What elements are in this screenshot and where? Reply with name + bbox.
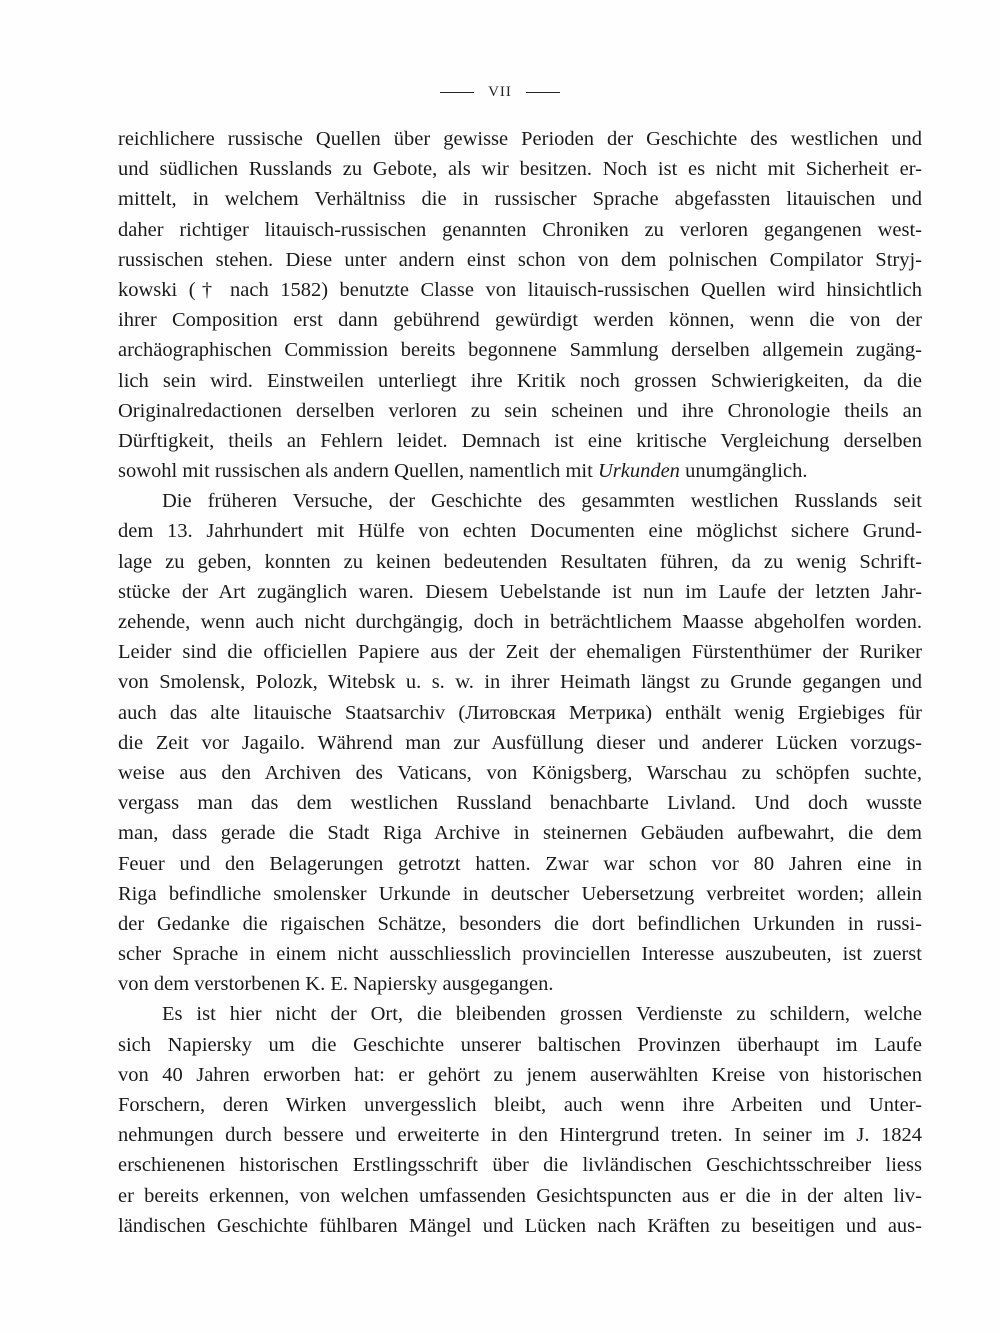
text-line: dem 13. Jahrhundert mit Hülfe von echten Documenten eine möglichst sichere Grund- [118,520,922,543]
page-number: VII [488,84,512,100]
text-line: Forschern, deren Wirken unvergesslich bleibt, auch wenn ihre Arbeiten und Unter- [118,1094,922,1116]
header-dash-right [526,92,560,93]
text-line: er bereits erkennen, von welchen umfassenden Gesichtspuncten aus er die in der alten liv- [118,1184,922,1207]
text-line: lage zu geben, konnten zu keinen bedeutenden Resultaten führen, da zu wenig Schrift- [118,550,922,573]
text-line: stücke der Art zugänglich waren. Diesem Uebelstande ist nun im Laufe der letzten Jahr- [118,580,922,603]
paragraph-2 [118,486,922,999]
text-line: von 40 Jahren erworben hat: er gehört zu jenem auserwählten Kreise von historischen [118,1063,922,1086]
text-line-first: Es ist hier nicht der Ort, die bleibenden grossen Verdienste zu schildern, welche [162,1003,922,1026]
text-line: russischen stehen. Diese unter andern einst schon von dem polnischen Compilator Stryj- [118,248,922,271]
text-line: archäographischen Commission bereits begonnene Sammlung derselben allgemein zugäng- [118,339,922,362]
text-line: von Smolensk, Polozk, Witebsk u. s. w. in ihrer Heimath längst zu Grunde gegangen und [118,671,922,694]
text-line: Riga befindliche smolensker Urkunde in deutscher Uebersetzung verbreitet worden; allein [118,882,922,905]
text-line: und südlichen Russlands zu Gebote, als wir besitzen. Noch ist es nicht mit Sicherheit er- [118,158,922,181]
text-line: mittelt, in welchem Verhältniss die in russischer Sprache abgefassten litauischen und [118,188,922,211]
text-line: Leider sind die officiellen Papiere aus der Zeit der ehemaligen Fürstenthümer der Ruriker [118,641,922,664]
text-line: die Zeit vor Jagailo. Während man zur Ausfüllung dieser und anderer Lücken vorzugs- [118,731,922,754]
text-line-last [118,456,922,486]
text-line: lich sein wird. Einstweilen unterliegt ihre Kritik noch grossen Schwierigkeiten, da die [118,369,922,392]
page-header [0,84,1000,101]
emphasized-word: Urkunden [597,460,680,483]
text-line: der Gedanke die rigaischen Schätze, besonders die dort befindlichen Urkunden in russi- [118,912,922,935]
text-line: nehmungen durch bessere und erweiterte in den Hintergrund treten. In seiner im J. 1824 [118,1124,922,1147]
header-dash-left [440,92,474,93]
text-line: Dürftigkeit, theils an Fehlern leidet. Demnach ist eine kritische Vergleichung derselben [118,429,922,452]
text-line: vergass man das dem westlichen Russland benachbarte Livland. Und doch wusste [118,792,922,815]
text-line-last: von dem verstorbenen K. E. Napiersky ausgegangen. [118,973,554,996]
text-line: ihrer Composition erst dann gebührend gewürdigt werden können, wenn die von der [118,309,922,332]
text-line: sich Napiersky um die Geschichte unserer baltischen Provinzen überhaupt im Laufe [118,1033,922,1056]
body-text [118,124,922,1241]
text-line: reichlichere russische Quellen über gewisse Perioden der Geschichte des westlichen und [118,128,922,150]
text-line: Originalredactionen derselben verloren zu sein scheinen und ihre Chronologie theils an [118,399,922,422]
text-line: daher richtiger litauisch-russischen genannten Chroniken zu verloren gegangenen west- [118,218,922,241]
text-line: weise aus den Archiven des Vaticans, von Königsberg, Warschau zu schöpfen suchte, [118,761,922,784]
text-line: ländischen Geschichte fühlbaren Mängel und Lücken nach Kräften zu beseitigen und aus- [118,1214,922,1237]
text-line: Feuer und den Belagerungen getrotzt hatten. Zwar war schon vor 80 Jahren eine in [118,852,922,875]
text-run: unumgänglich. [679,460,808,483]
text-run: sowohl mit russischen als andern Quellen, namentlich mit [118,460,598,483]
text-line: zehende, wenn auch nicht durchgängig, doch in beträchtlichem Maasse abgeholfen worden. [118,611,922,633]
text-line: auch das alte litauische Staatsarchiv (Литовская Метрика) enthält wenig Ergiebiges für [118,701,922,724]
text-line: scher Sprache in einem nicht ausschliesslich provinciellen Interesse auszubeuten, ist zuerst [118,943,922,966]
text-line: man, dass gerade die Stadt Riga Archive in steinernen Gebäuden aufbewahrt, die dem [118,822,922,845]
paragraph-3 [118,999,922,1241]
paragraph-1 [118,124,922,486]
text-line: erschienenen historischen Erstlingsschrift über die livländischen Geschichtsschreiber liess [118,1154,922,1177]
text-line: kowski († nach 1582) benutzte Classe von litauisch-russischen Quellen wird hinsichtlich [118,278,922,301]
text-line-first: Die früheren Versuche, der Geschichte des gesammten westlichen Russlands seit [162,490,922,513]
